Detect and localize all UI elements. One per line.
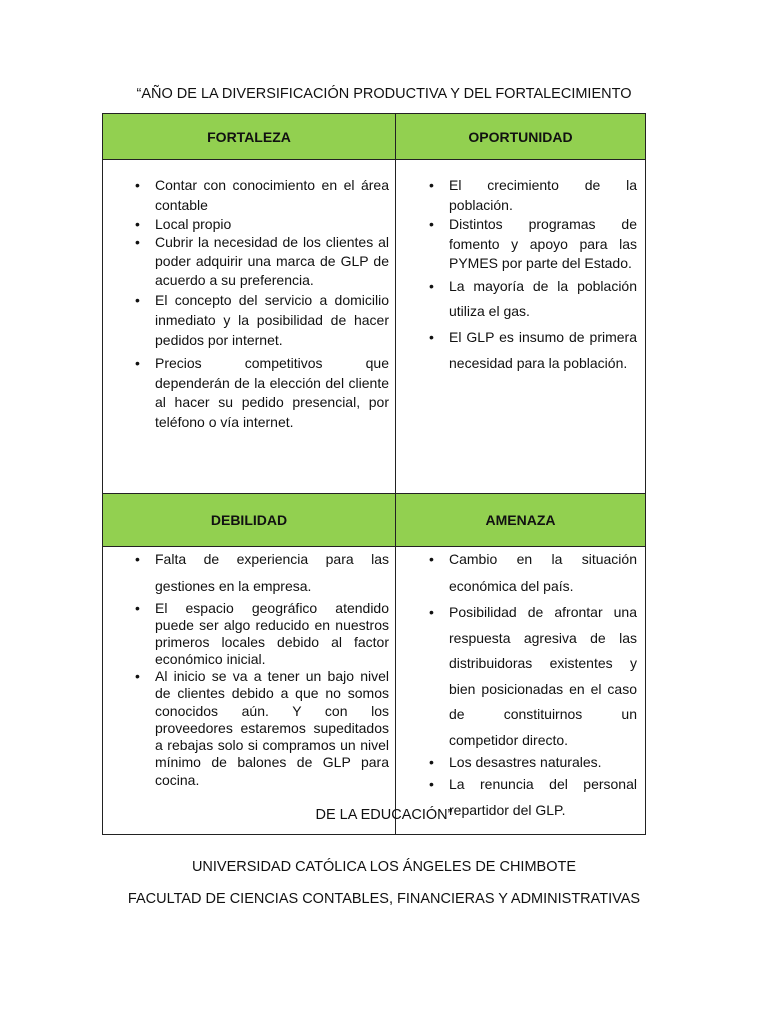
amenaza-cell bbox=[425, 546, 637, 823]
list-item: • El crecimiento de la población. bbox=[425, 175, 637, 215]
list-item: • Contar con conocimiento en el área contable bbox=[131, 175, 389, 215]
faculty-name: FACULTAD DE CIENCIAS CONTABLES, FINANCIERAS Y ADMINISTRATIVAS bbox=[127, 891, 641, 907]
list-item: • Cubrir la necesidad de los clientes al poder adquirir una marca de GLP de acuerdo a su preferencia. bbox=[131, 233, 389, 290]
document-title-line2: DE LA EDUCACIÓN” bbox=[315, 807, 453, 823]
debilidad-header bbox=[103, 494, 395, 546]
list-item: • Cambio en la situación económica del país. bbox=[425, 546, 637, 600]
row-divider-top-header bbox=[103, 159, 645, 160]
list-item: • Posibilidad de afrontar una respuesta agresiva de las distribuidoras existentes y bien posicionadas en el caso de constituirnos un competidor directo. bbox=[425, 600, 637, 753]
list-item: • Local propio bbox=[131, 215, 389, 233]
list-item: • Falta de experiencia para las gestiones en la empresa. bbox=[131, 546, 389, 600]
column-divider bbox=[395, 114, 396, 834]
list-item: • Precios competitivos que dependerán de la elección del cliente al hacer su pedido presencial, por teléfono o vía internet. bbox=[131, 354, 389, 432]
list-item: • Los desastres naturales. bbox=[425, 753, 637, 771]
oportunidad-header bbox=[396, 114, 645, 159]
list-item: • El concepto del servicio a domicilio inmediato y la posibilidad de hacer pedidos por internet. bbox=[131, 290, 389, 350]
fortaleza-header bbox=[103, 114, 395, 159]
oportunidad-title: OPORTUNIDAD bbox=[468, 128, 573, 145]
amenaza-header bbox=[396, 494, 645, 546]
document-title-line1: “AÑO DE LA DIVERSIFICACIÓN PRODUCTIVA Y DEL FORTALECIMIENTO bbox=[136, 86, 632, 102]
oportunidad-cell bbox=[425, 175, 637, 376]
fortaleza-cell bbox=[131, 175, 389, 432]
amenaza-title: AMENAZA bbox=[485, 512, 556, 528]
list-item: • El espacio geográfico atendido puede ser algo reducido en nuestros primeros locales debido al factor económico inicial. bbox=[131, 600, 389, 668]
list-item: • La mayoría de la población utiliza el gas. bbox=[425, 274, 637, 324]
debilidad-title: DEBILIDAD bbox=[210, 512, 288, 528]
university-name: UNIVERSIDAD CATÓLICA LOS ÁNGELES DE CHIMBOTE bbox=[191, 859, 577, 875]
fortaleza-title: FORTALEZA bbox=[207, 128, 291, 145]
list-item: • La renuncia del personal repartidor del GLP. bbox=[425, 771, 637, 823]
list-item: • Al inicio se va a tener un bajo nivel de clientes debido a que no somos conocidos aún. Y con los proveedores estaremos supeditados a rebajas solo si compramos un nivel mínimo de balones de GLP para cocina. bbox=[131, 668, 389, 789]
list-item: • El GLP es insumo de primera necesidad para la población. bbox=[425, 324, 637, 376]
debilidad-cell bbox=[131, 546, 389, 789]
foda-matrix bbox=[102, 113, 646, 835]
list-item: • Distintos programas de fomento y apoyo para las PYMES por parte del Estado. bbox=[425, 215, 637, 274]
